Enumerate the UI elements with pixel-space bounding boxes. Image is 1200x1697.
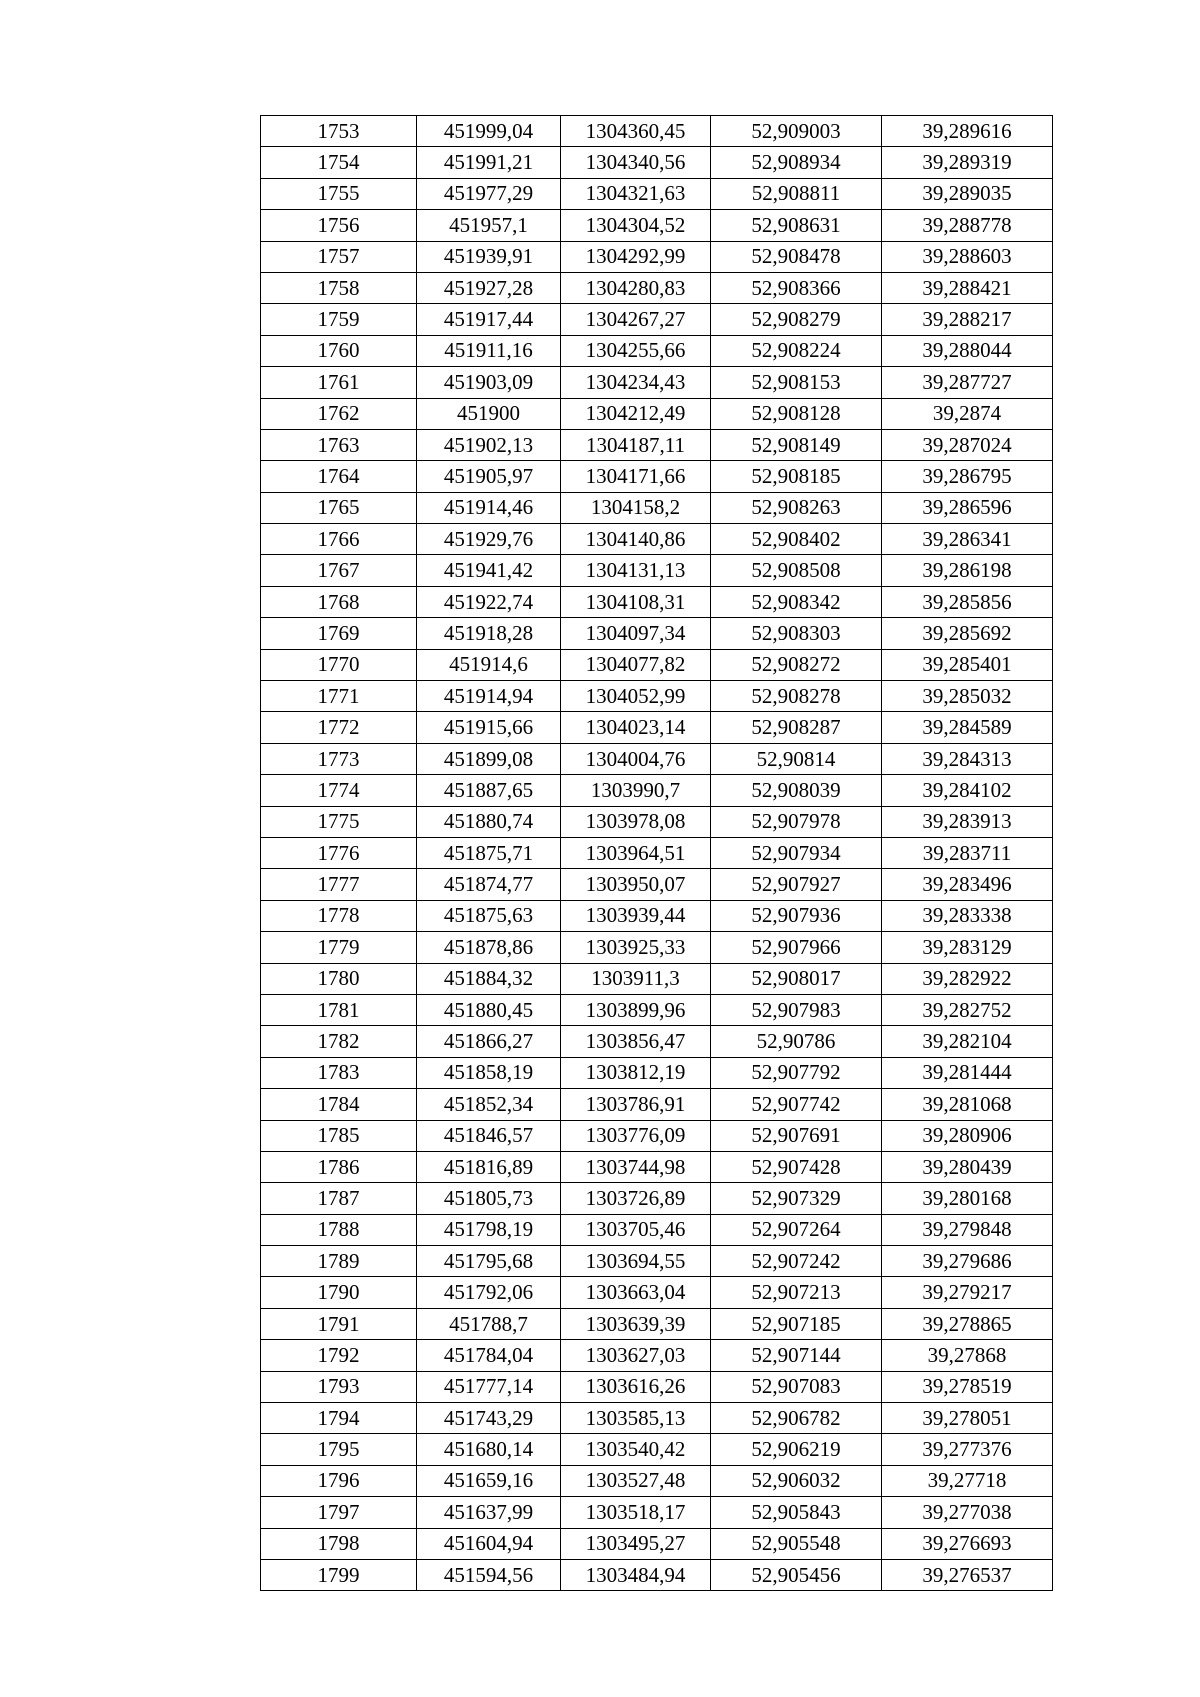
point-number-cell: 1767 <box>261 555 417 586</box>
table-row <box>261 1277 1053 1308</box>
y-coordinate-cell: 1303744,98 <box>561 1151 711 1182</box>
latitude-cell: 52,908811 <box>711 178 882 209</box>
latitude-cell: 52,907144 <box>711 1340 882 1371</box>
longitude-cell: 39,283913 <box>882 806 1053 837</box>
x-coordinate-cell: 451858,19 <box>417 1057 561 1088</box>
longitude-cell: 39,286596 <box>882 492 1053 523</box>
table-row <box>261 367 1053 398</box>
y-coordinate-cell: 1304077,82 <box>561 649 711 680</box>
point-number-cell: 1754 <box>261 147 417 178</box>
table-row <box>261 492 1053 523</box>
point-number-cell: 1774 <box>261 775 417 806</box>
point-number-cell: 1769 <box>261 618 417 649</box>
table-row <box>261 994 1053 1025</box>
x-coordinate-cell: 451914,94 <box>417 681 561 712</box>
table-row <box>261 241 1053 272</box>
point-number-cell: 1792 <box>261 1340 417 1371</box>
x-coordinate-cell: 451999,04 <box>417 116 561 147</box>
y-coordinate-cell: 1304234,43 <box>561 367 711 398</box>
latitude-cell: 52,907934 <box>711 837 882 868</box>
x-coordinate-cell: 451915,66 <box>417 712 561 743</box>
table-row <box>261 869 1053 900</box>
table-row <box>261 335 1053 366</box>
y-coordinate-cell: 1303627,03 <box>561 1340 711 1371</box>
table-row <box>261 1371 1053 1402</box>
longitude-cell: 39,281068 <box>882 1089 1053 1120</box>
latitude-cell: 52,907428 <box>711 1151 882 1182</box>
x-coordinate-cell: 451911,16 <box>417 335 561 366</box>
longitude-cell: 39,277376 <box>882 1434 1053 1465</box>
y-coordinate-cell: 1303812,19 <box>561 1057 711 1088</box>
longitude-cell: 39,284102 <box>882 775 1053 806</box>
x-coordinate-cell: 451903,09 <box>417 367 561 398</box>
table-row <box>261 429 1053 460</box>
y-coordinate-cell: 1304304,52 <box>561 210 711 241</box>
x-coordinate-cell: 451900 <box>417 398 561 429</box>
point-number-cell: 1770 <box>261 649 417 680</box>
longitude-cell: 39,284313 <box>882 743 1053 774</box>
latitude-cell: 52,908342 <box>711 586 882 617</box>
table-row <box>261 743 1053 774</box>
table-row <box>261 272 1053 303</box>
y-coordinate-cell: 1304004,76 <box>561 743 711 774</box>
longitude-cell: 39,285032 <box>882 681 1053 712</box>
y-coordinate-cell: 1304131,13 <box>561 555 711 586</box>
y-coordinate-cell: 1303527,48 <box>561 1465 711 1496</box>
latitude-cell: 52,908017 <box>711 963 882 994</box>
latitude-cell: 52,907983 <box>711 994 882 1025</box>
y-coordinate-cell: 1303663,04 <box>561 1277 711 1308</box>
point-number-cell: 1777 <box>261 869 417 900</box>
longitude-cell: 39,27868 <box>882 1340 1053 1371</box>
table-row <box>261 1026 1053 1057</box>
longitude-cell: 39,279848 <box>882 1214 1053 1245</box>
latitude-cell: 52,905843 <box>711 1497 882 1528</box>
point-number-cell: 1779 <box>261 932 417 963</box>
y-coordinate-cell: 1304171,66 <box>561 461 711 492</box>
y-coordinate-cell: 1304097,34 <box>561 618 711 649</box>
table-row <box>261 1214 1053 1245</box>
latitude-cell: 52,908149 <box>711 429 882 460</box>
y-coordinate-cell: 1304187,11 <box>561 429 711 460</box>
longitude-cell: 39,288778 <box>882 210 1053 241</box>
point-number-cell: 1789 <box>261 1246 417 1277</box>
latitude-cell: 52,908366 <box>711 272 882 303</box>
y-coordinate-cell: 1303950,07 <box>561 869 711 900</box>
table-row <box>261 1120 1053 1151</box>
point-number-cell: 1782 <box>261 1026 417 1057</box>
longitude-cell: 39,280168 <box>882 1183 1053 1214</box>
latitude-cell: 52,907213 <box>711 1277 882 1308</box>
y-coordinate-cell: 1303616,26 <box>561 1371 711 1402</box>
longitude-cell: 39,288044 <box>882 335 1053 366</box>
x-coordinate-cell: 451922,74 <box>417 586 561 617</box>
x-coordinate-cell: 451637,99 <box>417 1497 561 1528</box>
x-coordinate-cell: 451594,56 <box>417 1559 561 1590</box>
table-row <box>261 524 1053 555</box>
point-number-cell: 1778 <box>261 900 417 931</box>
x-coordinate-cell: 451887,65 <box>417 775 561 806</box>
latitude-cell: 52,905548 <box>711 1528 882 1559</box>
table-row <box>261 932 1053 963</box>
point-number-cell: 1796 <box>261 1465 417 1496</box>
y-coordinate-cell: 1304158,2 <box>561 492 711 523</box>
y-coordinate-cell: 1304321,63 <box>561 178 711 209</box>
longitude-cell: 39,281444 <box>882 1057 1053 1088</box>
longitude-cell: 39,2874 <box>882 398 1053 429</box>
point-number-cell: 1784 <box>261 1089 417 1120</box>
point-number-cell: 1775 <box>261 806 417 837</box>
x-coordinate-cell: 451743,29 <box>417 1403 561 1434</box>
latitude-cell: 52,907927 <box>711 869 882 900</box>
y-coordinate-cell: 1303495,27 <box>561 1528 711 1559</box>
point-number-cell: 1799 <box>261 1559 417 1590</box>
point-number-cell: 1780 <box>261 963 417 994</box>
longitude-cell: 39,288603 <box>882 241 1053 272</box>
longitude-cell: 39,278051 <box>882 1403 1053 1434</box>
x-coordinate-cell: 451875,63 <box>417 900 561 931</box>
point-number-cell: 1772 <box>261 712 417 743</box>
longitude-cell: 39,276537 <box>882 1559 1053 1590</box>
y-coordinate-cell: 1304340,56 <box>561 147 711 178</box>
latitude-cell: 52,906219 <box>711 1434 882 1465</box>
latitude-cell: 52,908272 <box>711 649 882 680</box>
latitude-cell: 52,908303 <box>711 618 882 649</box>
longitude-cell: 39,278865 <box>882 1308 1053 1339</box>
latitude-cell: 52,907978 <box>711 806 882 837</box>
point-number-cell: 1794 <box>261 1403 417 1434</box>
latitude-cell: 52,908278 <box>711 681 882 712</box>
longitude-cell: 39,278519 <box>882 1371 1053 1402</box>
point-number-cell: 1798 <box>261 1528 417 1559</box>
longitude-cell: 39,285692 <box>882 618 1053 649</box>
x-coordinate-cell: 451604,94 <box>417 1528 561 1559</box>
y-coordinate-cell: 1303964,51 <box>561 837 711 868</box>
latitude-cell: 52,908279 <box>711 304 882 335</box>
point-number-cell: 1759 <box>261 304 417 335</box>
table-row <box>261 806 1053 837</box>
coordinates-table-body <box>261 116 1053 1591</box>
longitude-cell: 39,286341 <box>882 524 1053 555</box>
x-coordinate-cell: 451918,28 <box>417 618 561 649</box>
latitude-cell: 52,907936 <box>711 900 882 931</box>
point-number-cell: 1756 <box>261 210 417 241</box>
y-coordinate-cell: 1303585,13 <box>561 1403 711 1434</box>
x-coordinate-cell: 451866,27 <box>417 1026 561 1057</box>
latitude-cell: 52,908478 <box>711 241 882 272</box>
latitude-cell: 52,908263 <box>711 492 882 523</box>
table-row <box>261 210 1053 241</box>
table-row <box>261 712 1053 743</box>
latitude-cell: 52,908128 <box>711 398 882 429</box>
longitude-cell: 39,285856 <box>882 586 1053 617</box>
point-number-cell: 1773 <box>261 743 417 774</box>
x-coordinate-cell: 451884,32 <box>417 963 561 994</box>
x-coordinate-cell: 451788,7 <box>417 1308 561 1339</box>
longitude-cell: 39,289616 <box>882 116 1053 147</box>
table-row <box>261 116 1053 147</box>
table-row <box>261 304 1053 335</box>
longitude-cell: 39,282752 <box>882 994 1053 1025</box>
y-coordinate-cell: 1303911,3 <box>561 963 711 994</box>
latitude-cell: 52,908934 <box>711 147 882 178</box>
longitude-cell: 39,283129 <box>882 932 1053 963</box>
y-coordinate-cell: 1304140,86 <box>561 524 711 555</box>
point-number-cell: 1755 <box>261 178 417 209</box>
longitude-cell: 39,289035 <box>882 178 1053 209</box>
x-coordinate-cell: 451914,6 <box>417 649 561 680</box>
table-row <box>261 1308 1053 1339</box>
x-coordinate-cell: 451784,04 <box>417 1340 561 1371</box>
latitude-cell: 52,906032 <box>711 1465 882 1496</box>
longitude-cell: 39,283338 <box>882 900 1053 931</box>
latitude-cell: 52,907083 <box>711 1371 882 1402</box>
latitude-cell: 52,907185 <box>711 1308 882 1339</box>
table-row <box>261 1057 1053 1088</box>
table-row <box>261 1403 1053 1434</box>
x-coordinate-cell: 451846,57 <box>417 1120 561 1151</box>
y-coordinate-cell: 1303540,42 <box>561 1434 711 1465</box>
x-coordinate-cell: 451795,68 <box>417 1246 561 1277</box>
y-coordinate-cell: 1304052,99 <box>561 681 711 712</box>
table-row <box>261 1340 1053 1371</box>
longitude-cell: 39,289319 <box>882 147 1053 178</box>
y-coordinate-cell: 1304212,49 <box>561 398 711 429</box>
table-row <box>261 900 1053 931</box>
longitude-cell: 39,286198 <box>882 555 1053 586</box>
longitude-cell: 39,280906 <box>882 1120 1053 1151</box>
x-coordinate-cell: 451957,1 <box>417 210 561 241</box>
point-number-cell: 1795 <box>261 1434 417 1465</box>
y-coordinate-cell: 1304267,27 <box>561 304 711 335</box>
latitude-cell: 52,908631 <box>711 210 882 241</box>
x-coordinate-cell: 451914,46 <box>417 492 561 523</box>
latitude-cell: 52,907966 <box>711 932 882 963</box>
longitude-cell: 39,283496 <box>882 869 1053 900</box>
latitude-cell: 52,907329 <box>711 1183 882 1214</box>
table-row <box>261 1089 1053 1120</box>
x-coordinate-cell: 451880,74 <box>417 806 561 837</box>
point-number-cell: 1753 <box>261 116 417 147</box>
table-row <box>261 963 1053 994</box>
longitude-cell: 39,282922 <box>882 963 1053 994</box>
point-number-cell: 1762 <box>261 398 417 429</box>
latitude-cell: 52,905456 <box>711 1559 882 1590</box>
table-row <box>261 178 1053 209</box>
y-coordinate-cell: 1304292,99 <box>561 241 711 272</box>
longitude-cell: 39,279686 <box>882 1246 1053 1277</box>
y-coordinate-cell: 1304360,45 <box>561 116 711 147</box>
latitude-cell: 52,906782 <box>711 1403 882 1434</box>
longitude-cell: 39,287727 <box>882 367 1053 398</box>
latitude-cell: 52,908287 <box>711 712 882 743</box>
y-coordinate-cell: 1303705,46 <box>561 1214 711 1245</box>
y-coordinate-cell: 1304023,14 <box>561 712 711 743</box>
y-coordinate-cell: 1303925,33 <box>561 932 711 963</box>
longitude-cell: 39,279217 <box>882 1277 1053 1308</box>
point-number-cell: 1758 <box>261 272 417 303</box>
x-coordinate-cell: 451927,28 <box>417 272 561 303</box>
y-coordinate-cell: 1303939,44 <box>561 900 711 931</box>
table-row <box>261 398 1053 429</box>
longitude-cell: 39,288217 <box>882 304 1053 335</box>
latitude-cell: 52,908402 <box>711 524 882 555</box>
y-coordinate-cell: 1303899,96 <box>561 994 711 1025</box>
latitude-cell: 52,907264 <box>711 1214 882 1245</box>
y-coordinate-cell: 1303484,94 <box>561 1559 711 1590</box>
y-coordinate-cell: 1304108,31 <box>561 586 711 617</box>
table-row <box>261 681 1053 712</box>
point-number-cell: 1776 <box>261 837 417 868</box>
table-row <box>261 837 1053 868</box>
point-number-cell: 1761 <box>261 367 417 398</box>
table-row <box>261 147 1053 178</box>
table-row <box>261 1528 1053 1559</box>
latitude-cell: 52,908224 <box>711 335 882 366</box>
longitude-cell: 39,286795 <box>882 461 1053 492</box>
table-row <box>261 649 1053 680</box>
longitude-cell: 39,285401 <box>882 649 1053 680</box>
y-coordinate-cell: 1303978,08 <box>561 806 711 837</box>
coordinates-table <box>260 115 1053 1591</box>
latitude-cell: 52,907742 <box>711 1089 882 1120</box>
point-number-cell: 1793 <box>261 1371 417 1402</box>
latitude-cell: 52,908153 <box>711 367 882 398</box>
longitude-cell: 39,283711 <box>882 837 1053 868</box>
longitude-cell: 39,287024 <box>882 429 1053 460</box>
point-number-cell: 1785 <box>261 1120 417 1151</box>
longitude-cell: 39,280439 <box>882 1151 1053 1182</box>
point-number-cell: 1763 <box>261 429 417 460</box>
table-row <box>261 555 1053 586</box>
latitude-cell: 52,907242 <box>711 1246 882 1277</box>
x-coordinate-cell: 451792,06 <box>417 1277 561 1308</box>
longitude-cell: 39,277038 <box>882 1497 1053 1528</box>
table-row <box>261 1151 1053 1182</box>
y-coordinate-cell: 1303639,39 <box>561 1308 711 1339</box>
point-number-cell: 1764 <box>261 461 417 492</box>
x-coordinate-cell: 451680,14 <box>417 1434 561 1465</box>
latitude-cell: 52,908039 <box>711 775 882 806</box>
point-number-cell: 1790 <box>261 1277 417 1308</box>
x-coordinate-cell: 451805,73 <box>417 1183 561 1214</box>
y-coordinate-cell: 1303776,09 <box>561 1120 711 1151</box>
y-coordinate-cell: 1304255,66 <box>561 335 711 366</box>
x-coordinate-cell: 451991,21 <box>417 147 561 178</box>
table-row <box>261 1183 1053 1214</box>
x-coordinate-cell: 451659,16 <box>417 1465 561 1496</box>
table-row <box>261 618 1053 649</box>
x-coordinate-cell: 451852,34 <box>417 1089 561 1120</box>
y-coordinate-cell: 1303694,55 <box>561 1246 711 1277</box>
latitude-cell: 52,907691 <box>711 1120 882 1151</box>
x-coordinate-cell: 451902,13 <box>417 429 561 460</box>
x-coordinate-cell: 451929,76 <box>417 524 561 555</box>
x-coordinate-cell: 451798,19 <box>417 1214 561 1245</box>
x-coordinate-cell: 451939,91 <box>417 241 561 272</box>
point-number-cell: 1771 <box>261 681 417 712</box>
point-number-cell: 1765 <box>261 492 417 523</box>
point-number-cell: 1768 <box>261 586 417 617</box>
table-row <box>261 1434 1053 1465</box>
x-coordinate-cell: 451878,86 <box>417 932 561 963</box>
table-row <box>261 586 1053 617</box>
point-number-cell: 1783 <box>261 1057 417 1088</box>
x-coordinate-cell: 451905,97 <box>417 461 561 492</box>
point-number-cell: 1786 <box>261 1151 417 1182</box>
x-coordinate-cell: 451880,45 <box>417 994 561 1025</box>
table-row <box>261 1246 1053 1277</box>
y-coordinate-cell: 1303518,17 <box>561 1497 711 1528</box>
latitude-cell: 52,907792 <box>711 1057 882 1088</box>
x-coordinate-cell: 451816,89 <box>417 1151 561 1182</box>
table-row <box>261 1559 1053 1590</box>
table-row <box>261 461 1053 492</box>
latitude-cell: 52,90814 <box>711 743 882 774</box>
point-number-cell: 1791 <box>261 1308 417 1339</box>
y-coordinate-cell: 1304280,83 <box>561 272 711 303</box>
point-number-cell: 1766 <box>261 524 417 555</box>
point-number-cell: 1797 <box>261 1497 417 1528</box>
point-number-cell: 1788 <box>261 1214 417 1245</box>
longitude-cell: 39,282104 <box>882 1026 1053 1057</box>
latitude-cell: 52,909003 <box>711 116 882 147</box>
x-coordinate-cell: 451899,08 <box>417 743 561 774</box>
longitude-cell: 39,284589 <box>882 712 1053 743</box>
point-number-cell: 1760 <box>261 335 417 366</box>
y-coordinate-cell: 1303786,91 <box>561 1089 711 1120</box>
longitude-cell: 39,288421 <box>882 272 1053 303</box>
point-number-cell: 1757 <box>261 241 417 272</box>
table-row <box>261 1465 1053 1496</box>
x-coordinate-cell: 451874,77 <box>417 869 561 900</box>
latitude-cell: 52,908185 <box>711 461 882 492</box>
latitude-cell: 52,908508 <box>711 555 882 586</box>
y-coordinate-cell: 1303856,47 <box>561 1026 711 1057</box>
latitude-cell: 52,90786 <box>711 1026 882 1057</box>
table-row <box>261 775 1053 806</box>
x-coordinate-cell: 451917,44 <box>417 304 561 335</box>
x-coordinate-cell: 451977,29 <box>417 178 561 209</box>
longitude-cell: 39,276693 <box>882 1528 1053 1559</box>
point-number-cell: 1781 <box>261 994 417 1025</box>
point-number-cell: 1787 <box>261 1183 417 1214</box>
x-coordinate-cell: 451777,14 <box>417 1371 561 1402</box>
longitude-cell: 39,27718 <box>882 1465 1053 1496</box>
table-row <box>261 1497 1053 1528</box>
y-coordinate-cell: 1303990,7 <box>561 775 711 806</box>
y-coordinate-cell: 1303726,89 <box>561 1183 711 1214</box>
x-coordinate-cell: 451875,71 <box>417 837 561 868</box>
x-coordinate-cell: 451941,42 <box>417 555 561 586</box>
